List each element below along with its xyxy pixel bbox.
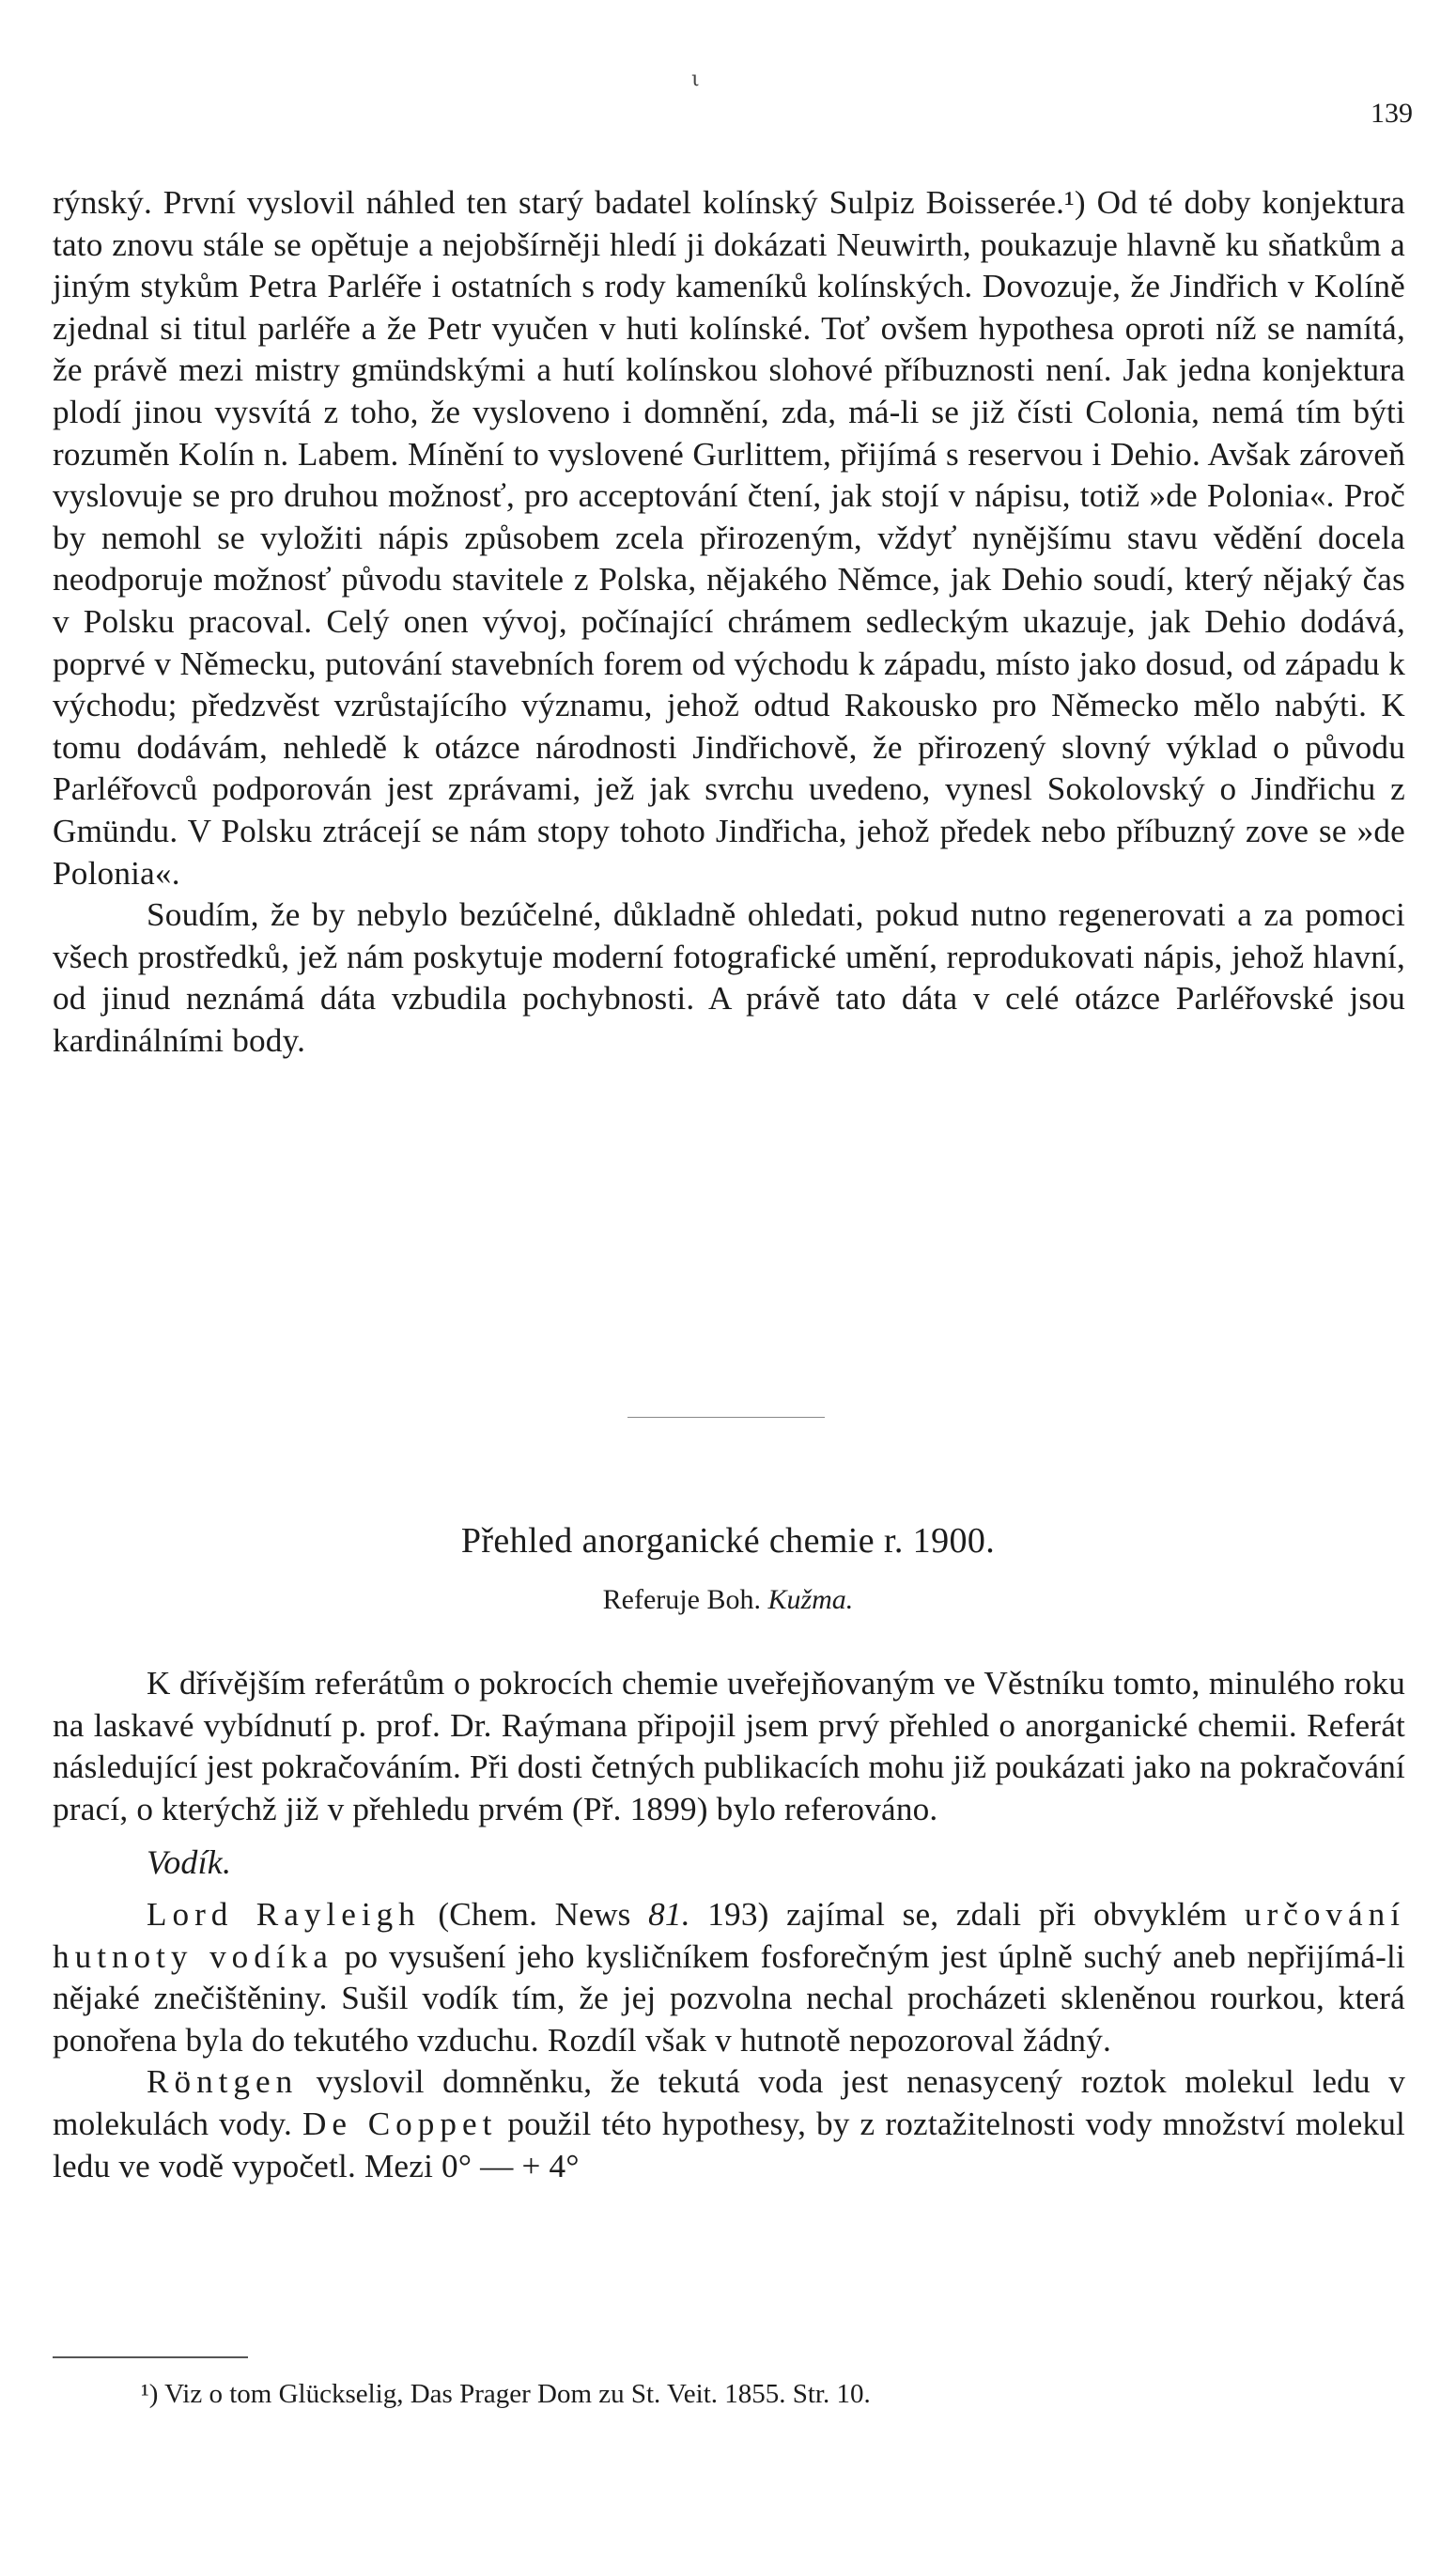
article-title: Přehled anorganické chemie r. 1900. [460, 1521, 996, 1561]
section-separator [627, 1417, 825, 1418]
author-rontgen: Röntgen [147, 2063, 299, 2101]
rontgen-rest: použil této hypothesy, by z roztažitelnosti vody množství molekul ledu ve vodě vypočetl. Mezi 0° — + 4° [53, 2105, 1405, 2184]
ref-volume: 81. [648, 1895, 690, 1933]
rontgen-mid: vyslovil domněnku, že tekutá voda jest nenasycený roztok molekul ledu v molekulách vody. [53, 2063, 1405, 2142]
paragraph-rontgen [53, 2061, 1405, 2187]
page-number: 139 [1371, 98, 1413, 129]
continued-text-section [53, 182, 1405, 1062]
footnote-rule [53, 2356, 248, 2358]
section-heading-vodik [53, 1842, 1405, 1885]
article-body [53, 1663, 1405, 2187]
paragraph-intro: K dřívějším referátům o pokrocích chemie uveřejňovaným ve Věstníku tomto, minulého roku na laskavé vybídnutí p. prof. Dr. Raýmana připojil jsem prvý přehled o anorganické chemii. Referát následující jest pokračováním. Při dosti četných publikacích mohu již poukázati jako na pokračování prací, o kterýchž již v přehledu prvém (Př. 1899) bylo referováno. [53, 1665, 1405, 1827]
ref-pre: (Chem. News [438, 1895, 631, 1933]
emphasis-density: určování hutnoty vodíka [53, 1895, 1405, 1975]
paragraph-rayleigh [53, 1894, 1405, 2061]
byline-author: Kužma. [767, 1584, 854, 1615]
page-top-mark: ι [691, 68, 700, 91]
author-rayleigh: Lord Rayleigh [147, 1895, 421, 1933]
byline-prefix: Referuje Boh. [602, 1584, 761, 1615]
paragraph-conclusion: Soudím, že by nebylo bezúčelné, důkladně ohledati, pokud nutno regenerovati a za pomoci všech prostředků, jež nám poskytuje moderní fotografické umění, reprodukovati nápis, jehož hlavní, od jinud neznámá dáta vzbudila pochybnosti. A právě tato dáta v celé otázce Parléřovské jsou kardinálními body. [53, 896, 1405, 1059]
rayleigh-rest: po vysušení jeho kysličníkem fosforečným jest úplně suchý aneb nepřijímá-li nějaké znečištěniny. Sušil vodík tím, že jej pozvolna nechal procházeti skleněnou rourkou, která ponořena byla do tekutého vzduchu. Rozdíl však v hutnotě nepozoroval žádný. [53, 1937, 1406, 2059]
article-byline [0, 1584, 1456, 1616]
paragraph-parler-origin: rýnský. První vyslovil náhled ten starý badatel kolínský Sulpiz Boisserée.¹) Od té doby konjektura tato znovu stále se opětuje a nejobšírněji hledí ji dokázati Neuwirth, poukazuje hlavně ku sňatkům a jiným stykům Petra Parléře i ostatních s rody kameníků kolínských. Dovozuje, že Jindřich v Kolíně zjednal si titul parléře a že Petr vyučen v huti kolínské. Toť ovšem hypothesa oproti níž se namítá, že právě mezi mistry gmündskými a hutí kolínskou slohové příbuznosti není. Jak jedna konjektura plodí jinou vysvítá z toho, že vysloveno i domnění, zda, má-li se již čísti Colonia, nemá tím býti rozuměn Kolín n. Labem. Mínění to vyslovené Gurlittem, přijímá s reservou i Dehio. Avšak zároveň vyslovuje se pro druhou možnosť, pro acceptování čtení, jak stojí v nápisu, totiž »de Polonia«. Proč by nemohl se vyložiti nápis způsobem zcela přirozeným, vždyť nynějšímu stavu vědění docela neodporuje možnosť původu stavitele z Polska, nějakého Němce, jak Dehio soudí, který nějaký čas v Polsku pracoval. Celý onen vývoj, počínající chrámem sedleckým ukazuje, jak Dehio dodává, poprvé v Německu, putování stavebních forem od východu k západu, místo jako dosud, od západu k východu; předzvěst vzrůstajícího významu, jehož odtud Rakousko pro Německo mělo nabýti. K tomu dodávám, nehledě k otázce národnosti Jindřichově, že přirozený slovný výklad o původu Parléřovců podporován jest zprávami, jež jak svrchu uvedeno, vynesl Sokolovský o Jindřichu z Gmündu. V Polsku ztrácejí se nám stopy tohoto Jindřicha, jehož předek nebo příbuzný zove se »de Polonia«. [53, 184, 1405, 892]
section-heading-text: Vodík. [147, 1843, 232, 1882]
footnote: ¹) Viz o tom Glückselig, Das Prager Dom zu St. Veit. 1855. Str. 10. [141, 2379, 871, 2409]
ref-post: 193) zajímal se, zdali při obvyklém [707, 1895, 1228, 1933]
author-de-coppet: De Coppet [302, 2105, 498, 2142]
